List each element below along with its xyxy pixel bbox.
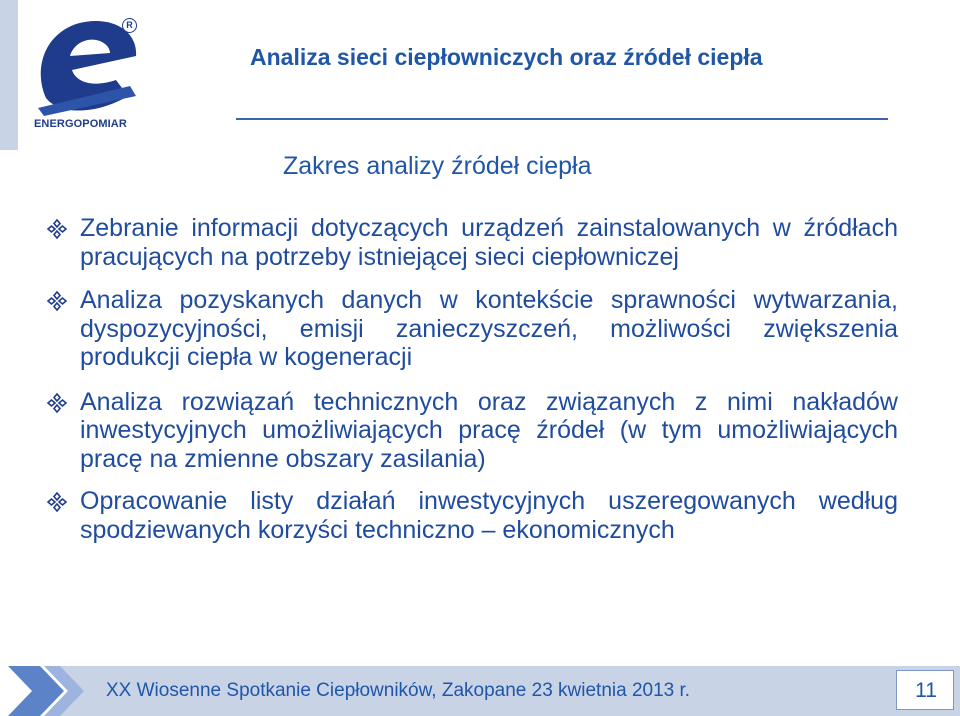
bullet-list (46, 214, 898, 559)
four-diamond-bullet-icon (46, 392, 68, 414)
bullet-text: Analiza rozwiązań technicznych oraz związanych z nimi nakładów inwestycyjnych umożliwiających pracę źródeł (w tym umożliwiających pracę na zmienne obszary zasilania) (80, 387, 898, 473)
logo-wordmark: ENERGOPOMIAR (34, 118, 127, 130)
bullet-text: Analiza pozyskanych danych w kontekście sprawności wytwarzania, dyspozycyjności, emisji zanieczyszczeń, możliwości zwiększenia produkcji ciepła w kogeneracji (80, 286, 898, 371)
footer-band (0, 666, 960, 716)
registered-trademark-mark: R (122, 18, 137, 33)
bullet-item (46, 487, 898, 544)
header-side-bar (0, 0, 18, 150)
four-diamond-bullet-icon (46, 491, 68, 513)
bullet-item (46, 214, 898, 271)
bullet-text: Opracowanie listy działań inwestycyjnych uszeregowanych według spodziewanych korzyści techniczno – ekonomicznych (80, 487, 898, 544)
header-divider (236, 118, 888, 120)
bullet-text: Zebranie informacji dotyczących urządzeń zainstalowanych w źródłach pracujących na potrzeby istniejącej sieci ciepłowniczej (80, 214, 898, 271)
footer-arrow-icon (0, 666, 100, 716)
bullet-item (46, 286, 898, 372)
footer-event-text: XX Wiosenne Spotkanie Ciepłowników, Zakopane 23 kwietnia 2013 r. (106, 680, 691, 701)
page-number-box (896, 670, 954, 710)
header-title: Analiza sieci ciepłowniczych oraz źródeł ciepła (250, 44, 763, 70)
page-number: 11 (915, 679, 937, 702)
four-diamond-bullet-icon (46, 218, 68, 240)
bullet-item (46, 388, 898, 474)
four-diamond-bullet-icon (46, 290, 68, 312)
section-title: Zakres analizy źródeł ciepła (283, 152, 592, 180)
